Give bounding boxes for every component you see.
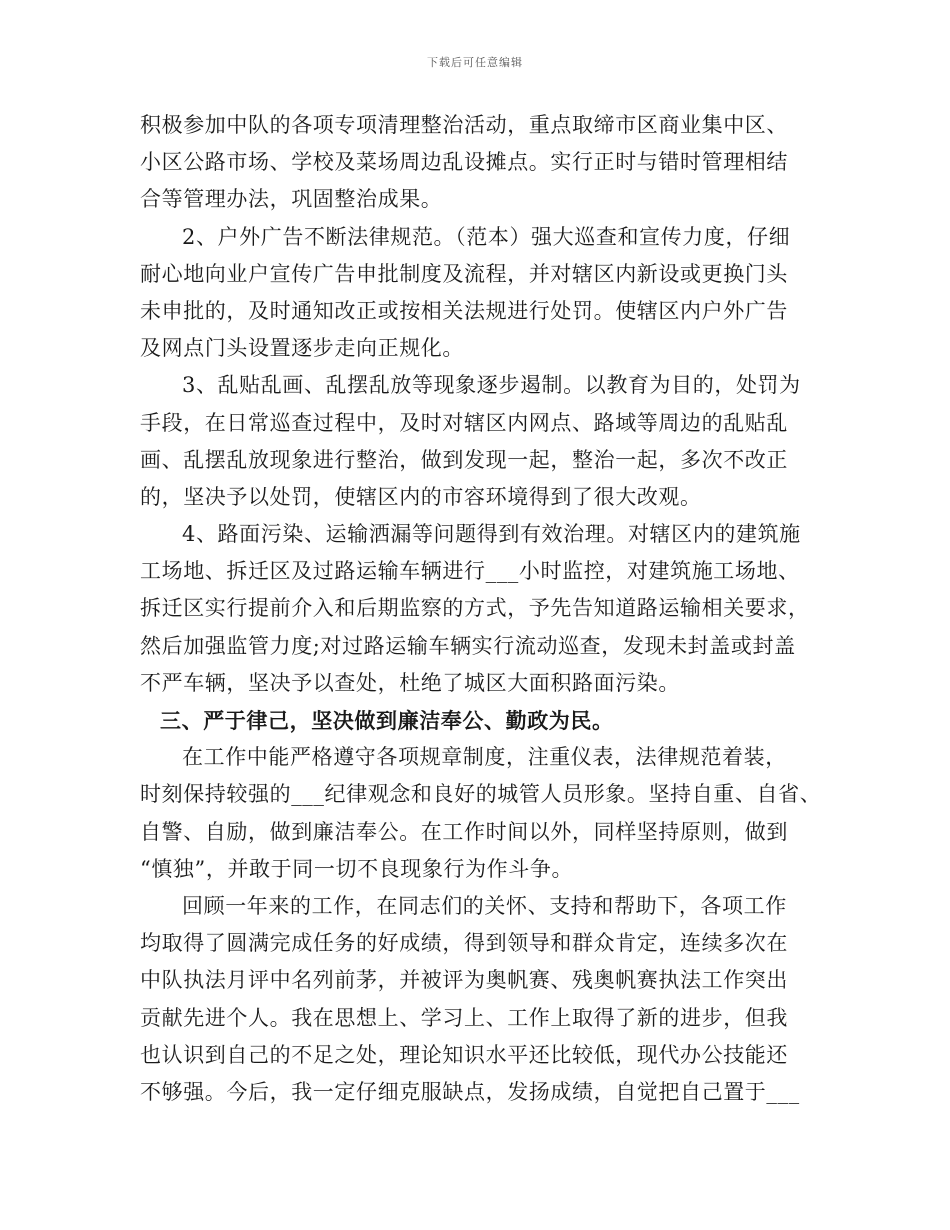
paragraph-start-line: 回顾一年来的工作，在同志们的关怀、支持和帮助下，各项工作 bbox=[182, 893, 787, 918]
page-header: 下载后可任意编辑 bbox=[427, 56, 523, 69]
body-line: 然后加强监管力度;对过路运输车辆实行流动巡查，发现未封盖或封盖 bbox=[140, 633, 796, 658]
body-line: 画、乱摆乱放现象进行整治，做到发现一起，整治一起，多次不改正 bbox=[140, 447, 788, 472]
paragraph-start-line: 3、乱贴乱画、乱摆乱放等现象逐步遏制。以教育为目的，处罚为 bbox=[182, 373, 801, 398]
paragraph-start-line: 在工作中能严格遵守各项规章制度，注重仪表，法律规范着装， bbox=[182, 745, 787, 770]
body-line: 积极参加中队的各项专项清理整治活动，重点取缔市区商业集中区、 bbox=[140, 113, 788, 137]
body-line: 合等管理办法，巩固整治成果。 bbox=[140, 187, 443, 212]
section-heading: 三、严于律己，坚决做到廉洁奉公、勤政为民。 bbox=[160, 708, 614, 733]
document-body bbox=[140, 107, 820, 1111]
body-line: 时刻保持较强的___纪律观念和良好的城管人员形象。坚持自重、自省、 bbox=[140, 782, 822, 807]
body-line: 不够强。今后，我一定仔细克服缺点，发扬成绩，自觉把自己置于___ bbox=[140, 1079, 800, 1104]
body-line: 贡献先进个人。我在思想上、学习上、工作上取得了新的进步，但我 bbox=[140, 1005, 788, 1030]
body-line: 手段，在日常巡查过程中，及时对辖区内网点、路域等周边的乱贴乱 bbox=[140, 410, 788, 435]
paragraph-start-line: 4、路面污染、运输洒漏等问题得到有效治理。对辖区内的建筑施 bbox=[182, 522, 801, 547]
body-line: 均取得了圆满完成任务的好成绩，得到领导和群众肯定，连续多次在 bbox=[140, 931, 788, 956]
body-line: 拆迁区实行提前介入和后期监察的方式，予先告知道路运输相关要求， bbox=[140, 596, 810, 621]
body-line: 也认识到自己的不足之处，理论知识水平还比较低，现代办公技能还 bbox=[140, 1042, 788, 1067]
body-line: “慎独”，并敢于同一切不良现象行为作斗争。 bbox=[140, 856, 574, 881]
body-line: 自警、自励，做到廉洁奉公。在工作时间以外，同样坚持原则，做到 bbox=[140, 819, 788, 844]
body-line: 耐心地向业户宣传广告申批制度及流程，并对辖区内新设或更换门头 bbox=[140, 261, 788, 286]
paragraph-start-line: 2、户外广告不断法律规范。（范本）强大巡查和宣传力度，仔细 bbox=[182, 224, 791, 249]
body-line: 不严车辆，坚决予以查处，杜绝了城区大面积路面污染。 bbox=[140, 670, 680, 695]
body-line: 小区公路市场、学校及菜场周边乱设摊点。实行正时与错时管理相结 bbox=[140, 150, 788, 175]
body-line: 中队执法月评中名列前茅，并被评为奥帆赛、残奥帆赛执法工作突出 bbox=[140, 968, 788, 993]
body-line: 未申批的，及时通知改正或按相关法规进行处罚。使辖区内户外广告 bbox=[140, 298, 788, 323]
body-line: 的，坚决予以处罚，使辖区内的市容环境得到了很大改观。 bbox=[140, 484, 702, 509]
body-line: 及网点门头设置逐步走向正规化。 bbox=[140, 336, 464, 361]
body-line: 工场地、拆迁区及过路运输车辆进行___小时监控，对建筑施工场地、 bbox=[140, 559, 800, 584]
